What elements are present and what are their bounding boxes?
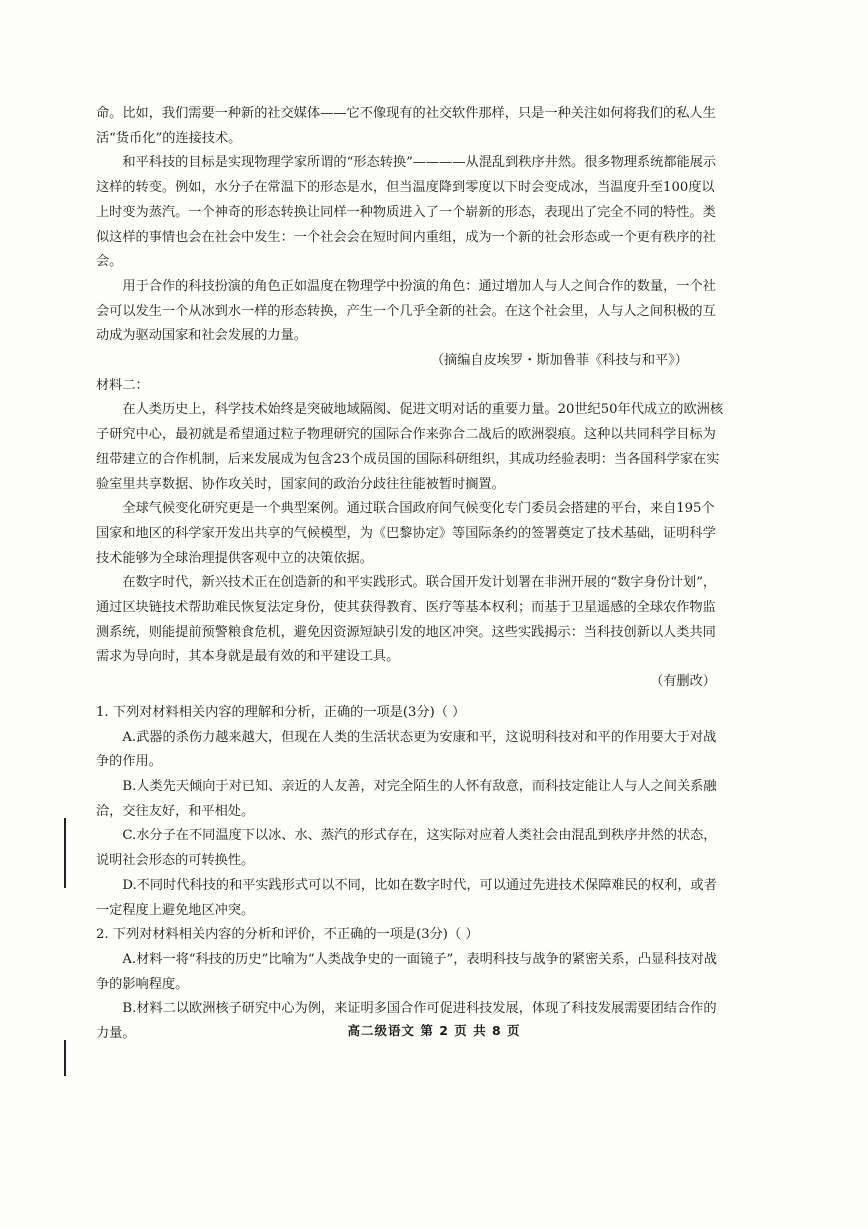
question-1-option-a: A.武器的杀伤力越来越大，但现在人类的生活状态更为安康和平，这说明科技对和平的作用要大于对战争的作用。 (96, 729, 717, 770)
passage1-paragraph-1: 命。比如，我们需要一种新的社交媒体——它不像现有的社交软件那样，只是一种关注如何将我们的私人生活“货币化”的连接技术。 (96, 106, 716, 146)
question-1-option-c: C.水分子在不同温度下以冰、水、蒸汽的形式存在，这实际对应着人类社会由混乱到秩序井然的状态，说明社会形态的可转换性。 (96, 828, 717, 869)
passage2-paragraph-1: 在人类历史上，科学技术始终是突破地域隔阂、促进文明对话的重要力量。20世纪50年代成立的欧洲核子研究中心，最初就是希望通过粒子物理研究的国际合作来弥合二战后的欧洲裂痕。这种以共同科学目标为纽带建立的合作机制，后来发展成为包含23个成员国的国际科研组织，其成功经验表明：当各国科学家在实验室里共享数据、协作攻关时，国家间的政治分歧往往能被暂时搁置。 (96, 402, 724, 492)
passage2-source: （有删改） (650, 674, 716, 690)
page-footer: 高二级语文 第 2 页 共 8 页 (347, 1023, 521, 1038)
passage2-heading: 材料二： (96, 377, 149, 393)
passage2-paragraph-2: 全球气候变化研究更是一个典型案例。通过联合国政府间气候变化专门委员会搭建的平台，来自195个国家和地区的科学家开发出共享的气候模型，为《巴黎协定》等国际条约的签署奠定了技术基础，证明科学技术能够为全球治理提供客观中立的决策依据。 (96, 501, 716, 566)
question-1 (96, 701, 724, 923)
passage2-paragraph-3: 在数字时代，新兴技术正在创造新的和平实践形式。联合国开发计划署在非洲开展的“数字身份计划”，通过区块链技术帮助难民恢复法定身份，使其获得教育、医疗等基本权利；而基于卫星遥感的全球农作物监测系统，则能提前预警粮食危机，避免因资源短缺引发的地区冲突。这些实践揭示：当科技创新以人类共同需求为导向时，其本身就是最有效的和平建设工具。 (96, 575, 717, 665)
passage1-source: （摘编自皮埃罗・斯加鲁菲《科技与和平》） (430, 353, 688, 369)
passage1-paragraph-3: 用于合作的科技扮演的角色正如温度在物理学中扮演的角色：通过增加人与人之间合作的数量，一个社会可以发生一个从冰到水一样的形态转换，产生一个几乎全新的社会。在这个社会里，人与人之间积极的互动成为驱动国家和社会发展的力量。 (96, 278, 716, 344)
binding-margin-line (64, 818, 66, 888)
binding-margin-line (64, 1040, 66, 1076)
question-1-stem: 1. 下列对材料相关内容的理解和分析，正确的一项是(3分)（ ） (96, 704, 466, 720)
page-content (96, 102, 724, 1047)
question-2-option-b: B.材料二以欧洲核子研究中心为例，来证明多国合作可促进科技发展，体现了科技发展需要团结合作的力量。 (96, 1001, 717, 1042)
question-1-option-b: B.人类先天倾向于对已知、亲近的人友善，对完全陌生的人怀有敌意，而科技定能让人与人之间关系融洽，交往友好，和平相处。 (96, 778, 717, 819)
question-2-stem: 2. 下列对材料相关内容的分析和评价，不正确的一项是(3分)（ ） (96, 927, 479, 943)
passage1-paragraph-2: 和平科技的目标是实现物理学家所谓的“形态转换”————从混乱到秩序井然。很多物理系统都能展示这样的转变。例如，水分子在常温下的形态是水，但当温度降到零度以下时会变成冰，当温度升至100度以上时变为蒸汽。一个神奇的形态转换让同样一种物质进入了一个崭新的形态，表现出了完全不同的特性。类似这样的事情也会在社会中发生：一个社会会在短时间内重组，成为一个新的社会形态或一个更有秩序的社会。 (96, 155, 717, 270)
question-1-option-d: D.不同时代科技的和平实践形式可以不同，比如在数字时代，可以通过先进技术保障难民的权利，或者一定程度上避免地区冲突。 (96, 877, 717, 918)
question-2-option-a: A.材料一将“科技的历史”比喻为“人类战争史的一面镜子”，表明科技与战争的紧密关系，凸显科技对战争的影响程度。 (96, 951, 717, 992)
